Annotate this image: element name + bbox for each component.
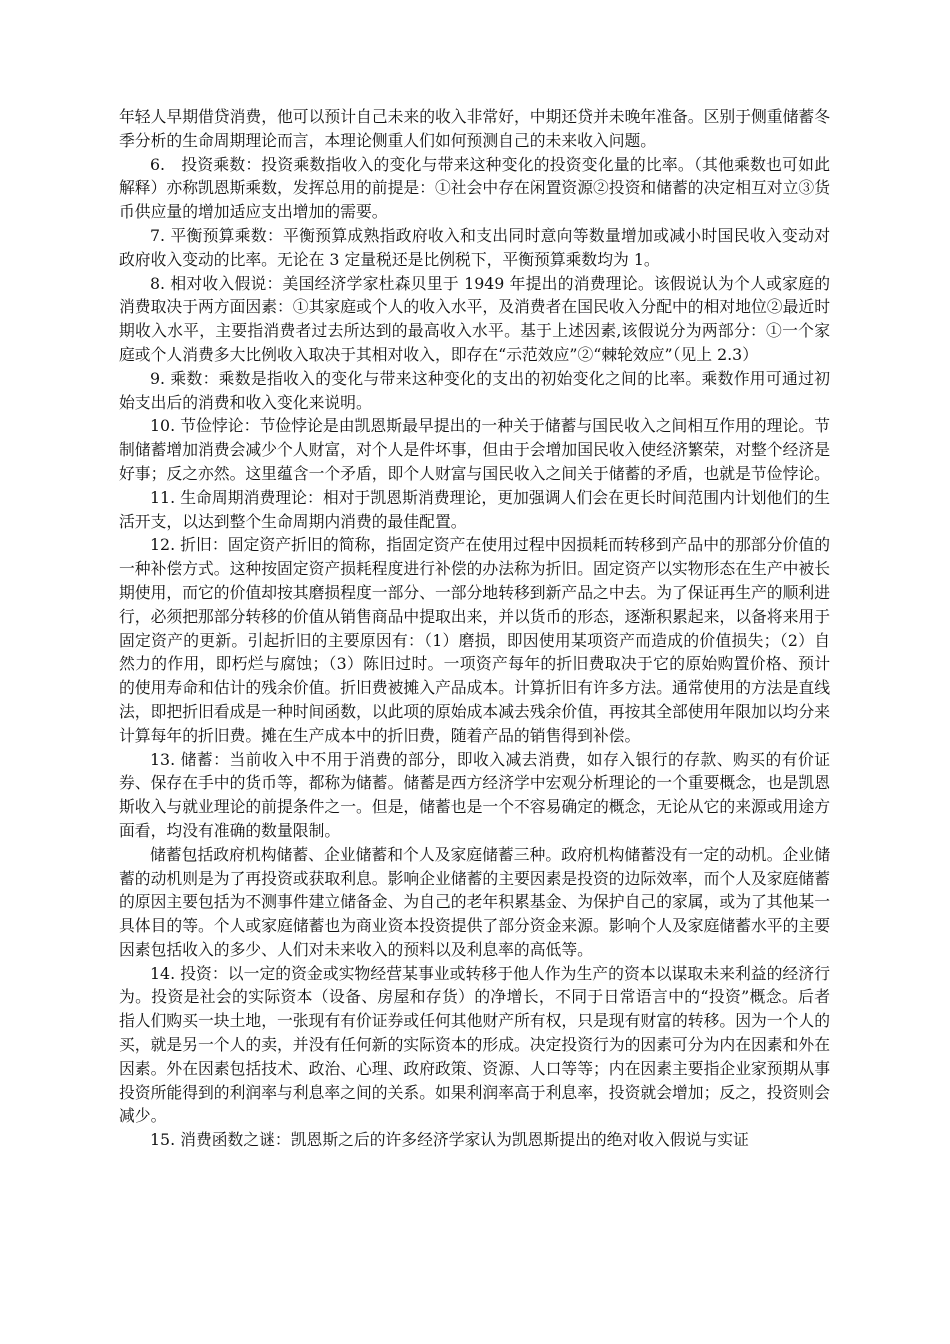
paragraph-continuation: 年轻人早期借贷消费，他可以预计自己未来的收入非常好，中期还贷并未晚年准备。区别于侧重储蓄冬季分析的生命周期理论而言，本理论侧重人们如何预测自己的未来收入问题。	[119, 107, 830, 150]
paragraph-multiplier: 9. 乘数：乘数是指收入的变化与带来这种变化的支出的初始变化之间的比率。乘数作用可通过初始支出后的消费和收入变化来说明。	[119, 368, 830, 412]
paragraph-investment: 14. 投资：以一定的资金或实物经营某事业或转移于他人作为生产的资本以谋取未来利益的经济行为。投资是社会的实际资本（设备、房屋和存货）的净增长，不同于日常语言中的“投资”概念。后者指人们购买一块土地，一张现有有价证券或任何其他财产所有权，只是现有财富的转移。因为一个人的买，就是另一个人的卖，并没有任何新的实际资本的形成。决定投资行为的因素可分为内在因素和外在因素。外在因素包括技术、政治、心理、政府政策、资源、人口等等；内在因素主要指企业家预期从事投资所能得到的利润率与利息率之间的关系。如果利润率高于利息率，投资就会增加；反之，投资则会减少。	[119, 963, 830, 1126]
paragraph-balanced-budget-multiplier: 7. 平衡预算乘数：平衡预算成熟指政府收入和支出同时意向等数量增加或减小时国民收入变动对政府收入变动的比率。无论在 3 定量税还是比例税下，平衡预算乘数均为 1。	[119, 225, 830, 269]
paragraph-saving: 13. 储蓄：当前收入中不用于消费的部分，即收入减去消费，如存入银行的存款、购买的有价证券、保存在手中的货币等，都称为储蓄。储蓄是西方经济学中宏观分析理论的一个重要概念，也是凯恩斯收入与就业理论的前提条件之一。但是，储蓄也是一个不容易确定的概念，无论从它的来源或用途方面看，均没有准确的数量限制。	[119, 749, 830, 840]
paragraph-depreciation: 12. 折旧：固定资产折旧的简称，指固定资产在使用过程中因损耗而转移到产品中的那部分价值的一种补偿方式。这种按固定资产损耗程度进行补偿的办法称为折旧。固定资产以实物形态在生产中被长期使用，而它的价值却按其磨损程度一部分、一部分地转移到新产品之中去。为了保证再生产的顺利进行，必须把那部分转移的价值从销售商品中提取出来，并以货币的形态，逐渐积累起来，以备将来用于固定资产的更新。引起折旧的主要原因有：（1）磨损，即因使用某项资产而造成的价值损失；（2）自然力的作用，即朽烂与腐蚀；（3）陈旧过时。一项资产每年的折旧费取决于它的原始购置价格、预计的使用寿命和估计的残余价值。折旧费被摊入产品成本。计算折旧有许多方法。通常使用的方法是直线法，即把折旧看成是一种时间函数，以此项的原始成本减去残余价值，再按其全部使用年限加以均分来计算每年的折旧费。摊在生产成本中的折旧费，随着产品的销售得到补偿。	[119, 535, 830, 745]
paragraph-paradox-of-thrift: 10. 节俭悖论：节俭悖论是由凯恩斯最早提出的一种关于储蓄与国民收入之间相互作用的理论。节制储蓄增加消费会减少个人财富，对个人是件坏事，但由于会增加国民收入使经济繁荣，对整个经济是好事；反之亦然。这里蕴含一个矛盾，即个人财富与国民收入之间关于储蓄的矛盾，也就是节俭悖论。	[119, 416, 830, 483]
paragraph-relative-income-hypothesis: 8. 相对收入假说：美国经济学家杜森贝里于 1949 年提出的消费理论。该假说认为个人或家庭的消费取决于两方面因素：①其家庭或个人的收入水平，及消费者在国民收入分配中的相对地位②最近时期收入水平，主要指消费者过去所达到的最高收入水平。基于上述因素,该假说分为两部分：①一个家庭或个人消费多大比例收入取决于其相对收入，即存在“示范效应”②“棘轮效应”（见上 2.3）	[119, 273, 830, 364]
paragraph-consumption-function-puzzle: 15. 消费函数之谜：凯恩斯之后的许多经济学家认为凯恩斯提出的绝对收入假说与实证	[150, 1130, 749, 1150]
paragraph-investment-multiplier: 6. 投资乘数：投资乘数指收入的变化与带来这种变化的投资变化量的比率。（其他乘数也可如此解释）亦称凯恩斯乘数，发挥总用的前提是：①社会中存在闲置资源②投资和储蓄的决定相互对立③货币供应量的增加适应支出增加的需要。	[119, 154, 830, 222]
document-page	[119, 105, 830, 1152]
paragraph-saving-types: 储蓄包括政府机构储蓄、企业储蓄和个人及家庭储蓄三种。政府机构储蓄没有一定的动机。企业储蓄的动机则是为了再投资或获取利息。影响企业储蓄的主要因素是投资的边际效率，而个人及家庭储蓄的原因主要包括为不测事件建立储备金、为自己的老年积累基金、为保护自己的家属，或为了其他某一具体目的等。个人或家庭储蓄也为商业资本投资提供了部分资金来源。影响个人及家庭储蓄水平的主要因素包括收入的多少、人们对未来收入的预料以及利息率的高低等。	[119, 844, 830, 959]
paragraph-life-cycle-theory: 11. 生命周期消费理论：相对于凯恩斯消费理论，更加强调人们会在更长时间范围内计划他们的生活开支，以达到整个生命周期内消费的最佳配置。	[119, 487, 830, 531]
